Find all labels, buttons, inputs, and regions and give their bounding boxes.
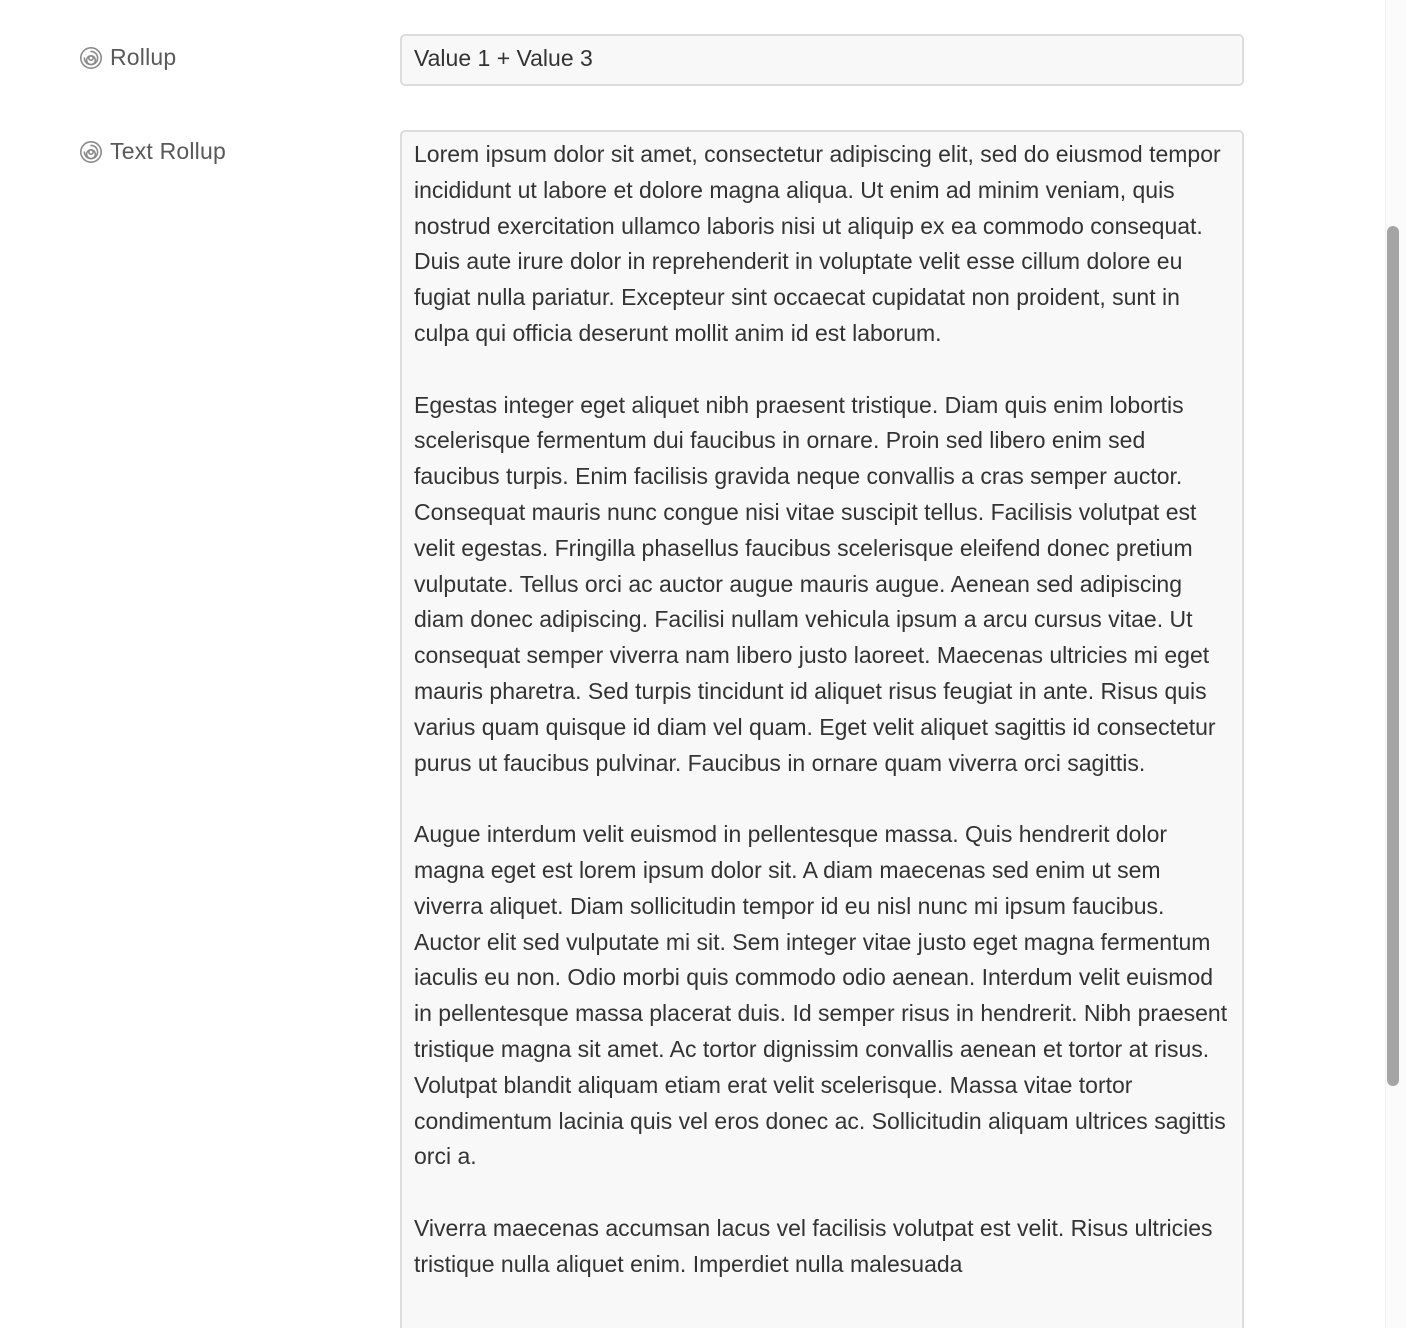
- page-scrollbar[interactable]: [1385, 0, 1406, 1328]
- text-rollup-value-field[interactable]: [400, 130, 1244, 1328]
- rollup-spiral-icon: [79, 46, 103, 70]
- rollup-spiral-icon: [79, 140, 103, 164]
- text-rollup-field-label: [79, 138, 226, 165]
- scrollbar-thumb[interactable]: [1387, 226, 1399, 1086]
- rollup-field-label: [79, 44, 176, 71]
- rollup-value-field[interactable]: Value 1 + Value 3: [400, 34, 1244, 86]
- rollup-label-text: Rollup: [110, 44, 177, 70]
- text-rollup-paragraph: Egestas integer eget aliquet nibh praesent tristique. Diam quis enim lobortis scelerisque fermentum dui faucibus in ornare. Proin sed libero enim sed faucibus turpis. Enim facilisis gravida neque convallis a cras semper auctor. Consequat mauris nunc congue nisi vitae suscipit tellus. Facilisis volutpat est velit egestas. Fringilla phasellus faucibus scelerisque eleifend donec pretium vulputate. Tellus orci ac auctor augue mauris augue. Aenean sed adipiscing diam donec adipiscing. Facilisi nullam vehicula ipsum a arcu cursus vitae. Ut consequat semper viverra nam libero justo laoreet. Maecenas ultricies mi eget mauris pharetra. Sed turpis tincidunt id aliquet risus feugiat in ante. Risus quis varius quam quisque id diam vel quam. Eget velit aliquet sagittis id consectetur purus ut faucibus pulvinar. Faucibus in ornare quam viverra orci sagittis.: [414, 391, 1216, 776]
- text-rollup-paragraph: Viverra maecenas accumsan lacus vel facilisis volutpat est velit. Risus ultricies tristique nulla aliquet enim. Imperdiet nulla malesuada: [414, 1214, 1213, 1277]
- text-rollup-paragraph: Augue interdum velit euismod in pellentesque massa. Quis hendrerit dolor magna eget est lorem ipsum dolor sit. A diam maecenas sed enim ut sem viverra aliquet. Diam sollicitudin tempor id eu nisl nunc mi ipsum faucibus. Auctor elit sed vulputate mi sit. Sem integer vitae justo eget magna fermentum iaculis eu non. Odio morbi quis commodo odio aenean. Interdum velit euismod in pellentesque massa placerat duis. Id semper risus in hendrerit. Nibh praesent tristique magna sit amet. Ac tortor dignissim convallis aenean et tortor at risus. Volutpat blandit aliquam etiam erat velit scelerisque. Massa vitae tortor condimentum lacinia quis vel eros donec ac. Sollicitudin aliquam ultrices sagittis orci a.: [414, 821, 1228, 1170]
- text-rollup-paragraph: Lorem ipsum dolor sit amet, consectetur adipiscing elit, sed do eiusmod tempor incididunt ut labore et dolore magna aliqua. Ut enim ad minim veniam, quis nostrud exercitation ullamco laboris nisi ut aliquip ex ea commodo consequat. Duis aute irure dolor in reprehenderit in voluptate velit esse cillum dolore eu fugiat nulla pariatur. Excepteur sint occaecat cupidatat non proident, sunt in culpa qui officia deserunt mollit anim id est laborum.: [414, 141, 1221, 346]
- text-rollup-label-text: Text Rollup: [110, 138, 226, 164]
